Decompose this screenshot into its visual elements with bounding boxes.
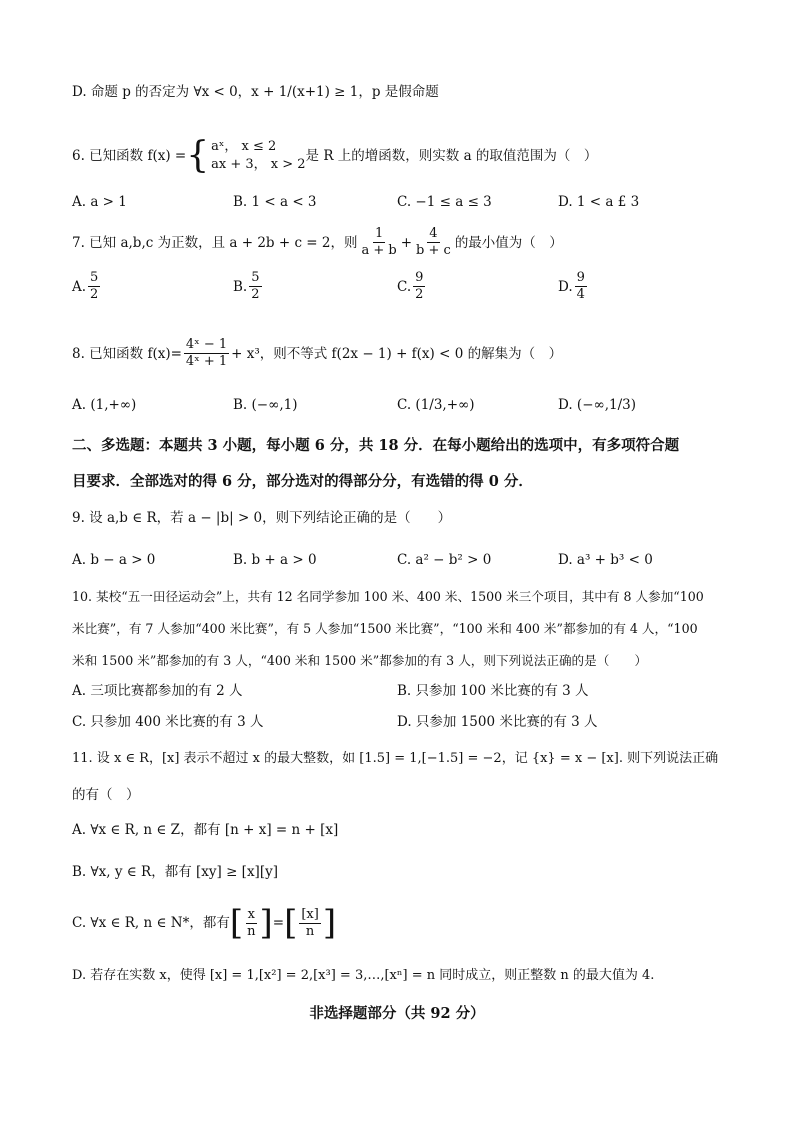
fraction-4x-minus-1-over-4x-plus-1: $\frac{\text{4ˣ − 1}}{\text{4ˣ + 1}}$: [185, 337, 228, 369]
piecewise-case-1: aˣ， x ≤ 2: [211, 139, 277, 154]
question-8-option-d[interactable]: D. (−∞,1/3): [558, 397, 637, 413]
question-10-stem-line-2: 米比赛”，有 7 人参加“400 米比赛”，有 5 人参加“1500 米比赛”，“100 米和 400 米”都参加的有 4 人，“100: [72, 621, 698, 636]
question-10-option-c[interactable]: C. 只参加 400 米比赛的有 3 人: [72, 714, 264, 730]
question-10-option-a[interactable]: A. 三项比赛都参加的有 2 人: [72, 683, 243, 699]
question-6-option-c[interactable]: C. −1 ≤ a ≤ 3: [397, 194, 492, 210]
question-11-option-a[interactable]: A. ∀x ∈ R, n ∈ Z，都有 [n + x] = n + [x]: [72, 822, 339, 838]
question-11-option-d[interactable]: D. 若存在实数 x，使得 [x] = 1,[x²] = 2,[x³] = 3,…,[xⁿ] = n 同时成立，则正整数 n 的最大值为 4.: [72, 968, 655, 983]
option-label: D.: [558, 278, 573, 295]
question-6-option-b[interactable]: B. 1 < a < 3: [233, 194, 317, 210]
question-10-option-b[interactable]: B. 只参加 100 米比赛的有 3 人: [397, 683, 589, 699]
question-10-stem-line-3: 米和 1500 米”都参加的有 3 人，“400 米和 1500 米”都参加的有 3 人，则下列说法正确的是（ ）: [72, 653, 648, 668]
option-label: B.: [233, 278, 248, 295]
question-6-option-a[interactable]: A. a > 1: [72, 194, 127, 210]
question-8-option-c[interactable]: C. (1/3,+∞): [397, 397, 475, 413]
question-8-option-b[interactable]: B. (−∞,1): [233, 397, 298, 413]
section-2-heading-line-1: 二、多选题：本题共 3 小题，每小题 6 分，共 18 分．在每小题给出的选项中，有多项符合题: [72, 437, 680, 454]
question-8-stem-suffix: + x³，则不等式 f(2x − 1) + f(x) < 0 的解集为（ ）: [231, 345, 563, 362]
question-8-stem: [72, 337, 562, 370]
question-7-option-a[interactable]: [72, 270, 102, 303]
question-7-stem: 7. 已知 a,b,c 为正数，且 a + 2b + c = 2，则 $\frac{1}{a + b}$ + $\frac{4}{b + c}$ 的最小值为（ ）: [72, 226, 563, 258]
question-7-option-c[interactable]: [397, 270, 427, 303]
option-label: C.: [397, 278, 412, 295]
question-6-option-d[interactable]: D. 1 < a £ 3: [558, 194, 640, 210]
question-11-stem-line-2: 的有（ ）: [72, 787, 140, 803]
question-5-option-d: D. 命题 p 的否定为 ∀x < 0，x + 1/(x+1) ≥ 1，p 是假命题: [72, 84, 439, 100]
question-7-stem-prefix: 7. 已知 a,b,c 为正数，且 a + 2b + c = 2，则: [72, 234, 358, 251]
question-7-option-d[interactable]: [558, 270, 589, 303]
question-11-stem-line-1: 11. 设 x ∈ R，[x] 表示不超过 x 的最大整数，如 [1.5] = 1,[−1.5] = −2，记 {x} = x − [x]. 则下列说法正确: [72, 751, 719, 766]
question-6-stem: [72, 135, 598, 176]
option-fraction: $\frac{5}{2}$: [251, 270, 260, 302]
option-label: A.: [72, 278, 87, 295]
piecewise-function: [186, 135, 306, 176]
option-fraction: $\frac{9}{4}$: [576, 270, 585, 302]
question-8-stem-prefix: 8. 已知函数 f(x)=: [72, 345, 182, 362]
floor-bracket-floorx-over-n: [ $\frac{[x]}{n}$ ]: [284, 903, 337, 943]
floor-bracket-x-over-n: [ $\frac{x}{n}$ ]: [229, 903, 273, 943]
brace-symbol: {: [186, 135, 210, 176]
fraction-1-over-a-plus-b: $\frac{1}{a + b}$: [361, 226, 397, 258]
option-fraction: $\frac{5}{2}$: [90, 270, 99, 302]
non-choice-section-heading: 非选择题部分（共 92 分）: [309, 1005, 485, 1022]
question-10-option-d[interactable]: D. 只参加 1500 米比赛的有 3 人: [397, 714, 598, 730]
question-6-stem-prefix: 6. 已知函数 f(x) =: [72, 148, 187, 164]
question-9-option-b[interactable]: B. b + a > 0: [233, 552, 317, 568]
piecewise-case-2: ax + 3， x > 2: [211, 157, 306, 172]
question-9-stem: 9. 设 a,b ∈ R，若 a − |b| > 0，则下列结论正确的是（ ）: [72, 510, 452, 526]
question-11-option-c[interactable]: C. ∀x ∈ R, n ∈ N*，都有 [ $\frac{x}{n}$ ] = [ $\frac{[x]}{n}$ ]: [72, 903, 337, 943]
question-9-option-d[interactable]: D. a³ + b³ < 0: [558, 552, 653, 568]
fraction-4-over-b-plus-c: $\frac{4}{b + c}$: [416, 226, 451, 258]
section-2-heading-line-2: 目要求．全部选对的得 6 分，部分选对的得部分分，有选错的得 0 分．: [72, 473, 533, 490]
option-fraction: $\frac{9}{2}$: [415, 270, 424, 302]
question-11-option-c-prefix: C. ∀x ∈ R, n ∈ N*，都有: [72, 915, 230, 931]
question-7-option-b[interactable]: [233, 270, 264, 303]
question-7-stem-suffix: 的最小值为（ ）: [454, 234, 563, 251]
question-9-option-c[interactable]: C. a² − b² > 0: [397, 552, 492, 568]
question-11-option-b[interactable]: B. ∀x, y ∈ R，都有 [xy] ≥ [x][y]: [72, 864, 278, 880]
question-10-stem-line-1: 10. 某校“五一田径运动会”上，共有 12 名同学参加 100 米、400 米、1500 米三个项目，其中有 8 人参加“100: [72, 589, 704, 604]
question-8-option-a[interactable]: A. (1,+∞): [72, 397, 137, 413]
question-6-stem-suffix: 是 R 上的增函数，则实数 a 的取值范围为（ ）: [305, 148, 598, 164]
question-9-option-a[interactable]: A. b − a > 0: [72, 552, 156, 568]
